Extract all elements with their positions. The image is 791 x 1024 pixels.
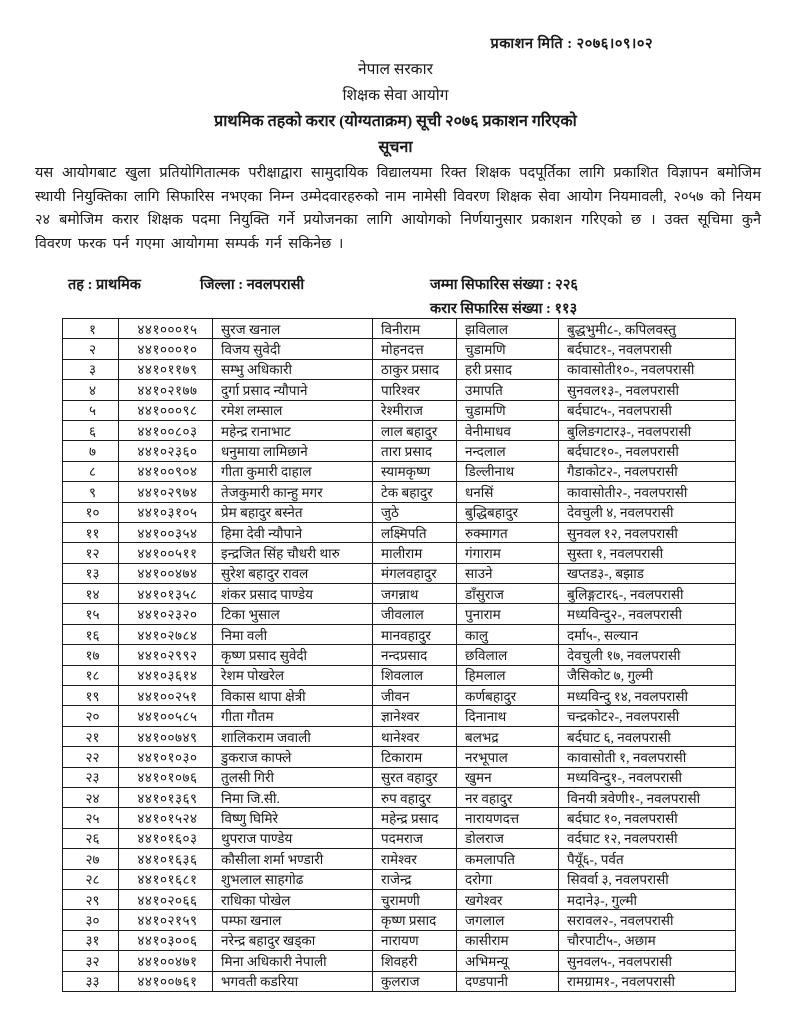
cell-father: मानवहादुर [373,624,457,644]
cell-roll: ४४१००७६१ [119,971,213,991]
cell-name: रमेश लम्साल [213,400,373,420]
cell-sn: ९ [63,482,119,502]
cell-roll: ४४१००२५१ [119,686,213,706]
cell-name: शालिकराम जवाली [213,726,373,746]
cell-father: मोहनदत्त [373,339,457,359]
cell-grandfather: डिल्लीनाथ [457,461,559,481]
cell-father: महेन्द्र प्रसाद [373,808,457,828]
cell-address: चन्द्रकोट२-, नवलपरासी [559,706,736,726]
cell-grandfather: चुडामणि [457,400,559,420]
cell-address: कावासोती १, नवलपरासी [559,747,736,767]
cell-address: बुलिङ्गटार६-, नवलपरासी [559,584,736,604]
table-row [63,828,736,848]
cell-father: चुरामणी [373,889,457,909]
document-title: प्राथमिक तहको करार (योग्यताक्रम) सूची २०७६ प्रकाशन गरिएको [214,113,577,130]
cell-sn: २ [63,339,119,359]
cell-roll: ४४१०००१५ [119,319,213,339]
cell-father: लक्ष्मिपति [373,522,457,542]
cell-name: सुरज खनाल [213,319,373,339]
cell-name: निमा वली [213,624,373,644]
cell-name: राधिका पोखेल [213,889,373,909]
cell-sn: २२ [63,747,119,767]
cell-father: कृष्ण प्रसाद [373,910,457,930]
table-row [63,482,736,502]
cell-address: मदाने३-, गुल्मी [559,889,736,909]
cell-father: शिवलाल [373,665,457,685]
cell-sn: ३१ [63,930,119,950]
cell-name: रेशम पोखरेल [213,665,373,685]
table-row [63,461,736,481]
cell-roll: ४४१०१३६९ [119,787,213,807]
cell-grandfather: नारायणदत्त [457,808,559,828]
cell-address: बर्दघाट१-, नवलपरासी [559,339,736,359]
cell-sn: २५ [63,808,119,828]
table-row [63,808,736,828]
cell-address: जैसिकोट ७, गुल्मी [559,665,736,685]
cell-roll: ४४१०१३५८ [119,584,213,604]
table-row [63,441,736,461]
cell-grandfather: बुद्धिबहादुर [457,502,559,522]
table-row [63,380,736,400]
cell-name: विष्णु घिमिरे [213,808,373,828]
cell-father: टिकाराम [373,747,457,767]
cell-sn: ३० [63,910,119,930]
cell-grandfather: हिमलाल [457,665,559,685]
cell-address: मध्यविन्दु १४, नवलपरासी [559,686,736,706]
table-row [63,502,736,522]
cell-address: चौरपाटी५-, अछाम [559,930,736,950]
cell-name: मिना अधिकारी नेपाली [213,951,373,971]
cell-address: कावासोती१०-, नवलपरासी [559,359,736,379]
total-recommended-field: जम्मा सिफारिस संख्या : २२६ [430,277,578,293]
cell-sn: १० [63,502,119,522]
cell-name: धनुमाया लामिछाने [213,441,373,461]
cell-sn: १९ [63,686,119,706]
cell-grandfather: नरभूपाल [457,747,559,767]
cell-roll: ४४१०००१० [119,339,213,359]
cell-name: कृष्ण प्रसाद सुवेदी [213,645,373,665]
cell-father: थानेश्वर [373,726,457,746]
cell-roll: ४४१०३१०५ [119,502,213,522]
cell-sn: ६ [63,420,119,440]
cell-roll: ४४१००९०४ [119,461,213,481]
cell-sn: २७ [63,849,119,869]
cell-roll: ४४१०१०३० [119,747,213,767]
cell-name: थुपराज पाण्डेय [213,828,373,848]
table-row [63,767,736,787]
cell-grandfather: कर्णबहादुर [457,686,559,706]
cell-name: गीता कुमारी दाहाल [213,461,373,481]
candidates-table [62,318,736,992]
cell-address: मध्यविन्दु२-, नवलपरासी [559,604,736,624]
cell-grandfather: कालु [457,624,559,644]
cell-address: सुनवल १२, नवलपरासी [559,522,736,542]
cell-roll: ४४१०१५२४ [119,808,213,828]
cell-grandfather: खगेश्वर [457,889,559,909]
table-row [63,522,736,542]
cell-name: विकास थापा क्षेत्री [213,686,373,706]
cell-grandfather: धनसिं [457,482,559,502]
cell-sn: १२ [63,543,119,563]
table-row [63,951,736,971]
cell-address: रामग्राम१-, नवलपरासी [559,971,736,991]
table-row [63,543,736,563]
cell-name: महेन्द्र रानाभाट [213,420,373,440]
cell-father: जीवन [373,686,457,706]
cell-sn: २९ [63,889,119,909]
cell-roll: ४४१००८०३ [119,420,213,440]
table-row [63,849,736,869]
cell-roll: ४४१०१६८१ [119,869,213,889]
cell-father: ठाकुर प्रसाद [373,359,457,379]
cell-father: रामेश्वर [373,849,457,869]
cell-father: कुलराज [373,971,457,991]
cell-name: निमा जि.सी. [213,787,373,807]
candidates-table-body [63,319,736,992]
cell-father: टेक बहादुर [373,482,457,502]
cell-address: बर्दघाट ६, नवलपरासी [559,726,736,746]
cell-roll: ४४१०२१७७ [119,380,213,400]
cell-grandfather: नर वहादुर [457,787,559,807]
cell-grandfather: दण्डपानी [457,971,559,991]
cell-name: तुलसी गिरी [213,767,373,787]
cell-sn: १८ [63,665,119,685]
cell-roll: ४४१०३००६ [119,930,213,950]
table-row [63,910,736,930]
cell-address: सुनवल५-, नवलपरासी [559,951,736,971]
cell-grandfather: अभिमन्यू [457,951,559,971]
cell-name: सुरेश बहादुर रावल [213,563,373,583]
cell-roll: ४४१००५८५ [119,706,213,726]
cell-grandfather: रुक्मागत [457,522,559,542]
cell-address: बुलिङगटार३-, नवलपरासी [559,420,736,440]
cell-name: इन्द्रजित सिंह चौधरी थारु [213,543,373,563]
cell-father: जीवलाल [373,604,457,624]
cell-address: कावासोती२-, नवलपरासी [559,482,736,502]
cell-name: विजय सुवेदी [213,339,373,359]
cell-name: सम्भु अधिकारी [213,359,373,379]
cell-grandfather: झविलाल [457,319,559,339]
cell-grandfather: छविलाल [457,645,559,665]
cell-father: पारिश्वर [373,380,457,400]
table-row [63,563,736,583]
contract-recommended-field: करार सिफारिस संख्या : ११३ [430,301,578,317]
cell-sn: ३ [63,359,119,379]
cell-name: दुर्गा प्रसाद न्यौपाने [213,380,373,400]
cell-grandfather: साउने [457,563,559,583]
cell-name: शुभलाल साहगोढ [213,869,373,889]
table-row [63,339,736,359]
cell-sn: ५ [63,400,119,420]
cell-father: मंगलवहादुर [373,563,457,583]
cell-father: नन्दप्रसाद [373,645,457,665]
cell-sn: १६ [63,624,119,644]
cell-name: शंकर प्रसाद पाण्डेय [213,584,373,604]
cell-grandfather: हरी प्रसाद [457,359,559,379]
cell-address: सरावल२-, नवलपरासी [559,910,736,930]
cell-name: भगवती कडरिया [213,971,373,991]
cell-roll: ४४१०११७९ [119,359,213,379]
table-row [63,604,736,624]
cell-sn: २८ [63,869,119,889]
cell-address: वर्दघाट १२, नवलपरासी [559,828,736,848]
cell-roll: ४४१०२३६० [119,441,213,461]
cell-roll: ४४१०२०६६ [119,889,213,909]
cell-father: ज्ञानेश्वर [373,706,457,726]
table-row [63,420,736,440]
cell-sn: ८ [63,461,119,481]
cell-father: जुठे [373,502,457,522]
cell-address: देवचुली ४, नवलपरासी [559,502,736,522]
cell-sn: २४ [63,787,119,807]
table-row [63,869,736,889]
cell-roll: ४४१०२३२० [119,604,213,624]
cell-father: रेश्मीराज [373,400,457,420]
cell-roll: ४४१०३६१४ [119,665,213,685]
cell-sn: ११ [63,522,119,542]
cell-name: टिका भुसाल [213,604,373,624]
cell-address: देवचुली १७, नवलपरासी [559,645,736,665]
table-row [63,726,736,746]
cell-roll: ४४१०२९९२ [119,645,213,665]
cell-roll: ४४१०१६०३ [119,828,213,848]
level-field: तह : प्राथमिक [68,277,141,293]
cell-roll: ४४१०१०७६ [119,767,213,787]
table-row [63,319,736,339]
cell-address: सिवर्वा ३, नवलपरासी [559,869,736,889]
cell-sn: ४ [63,380,119,400]
cell-grandfather: जगलाल [457,910,559,930]
cell-address: बुद्धभुमी८-, कपिलवस्तु [559,319,736,339]
cell-address: मध्यविन्दु१-, नवलपरासी [559,767,736,787]
cell-father: शिवहरी [373,951,457,971]
government-heading: नेपाल सरकार [358,61,433,78]
notice-paragraph: यस आयोगबाट खुला प्रतियोगितात्मक परीक्षाद्वारा सामुदायिक विद्यालयमा रिक्त शिक्षक पदपूर्तिका लागि प्रकाशित विज्ञापन बमोजिम स्थायी नियुक्तिका लागि सिफारिस नभएका निम्न उम्मेदवारहरुको नाम नामेसी विवरण शिक्षक सेवा आयोग नियमावली, २०५७ को नियम २४ बमोजिम करार शिक्षक पदमा नियुक्ति गर्ने प्रयोजनका लागि आयोगको निर्णयानुसार प्रकाशन गरिएको छ । उक्त सूचिमा कुनै विवरण फरक पर्न गएमा आयोगमा सम्पर्क गर्न सकिनेछ । [35,165,761,252]
cell-name: हिमा देवी न्यौपाने [213,522,373,542]
cell-address: दर्मा५-, सल्यान [559,624,736,644]
cell-grandfather: बलभद्र [457,726,559,746]
cell-roll: ४४१०२९७४ [119,482,213,502]
commission-heading: शिक्षक सेवा आयोग [342,87,449,104]
cell-roll: ४४१००७४९ [119,726,213,746]
cell-grandfather: खुमन [457,767,559,787]
cell-father: जगन्नाथ [373,584,457,604]
cell-grandfather: कासीराम [457,930,559,950]
cell-name: पम्फा खनाल [213,910,373,930]
table-row [63,665,736,685]
district-field: जिल्ला : नवलपरासी [200,277,305,293]
cell-father: सुरत वहादुर [373,767,457,787]
table-row [63,645,736,665]
cell-grandfather: चुडामणि [457,339,559,359]
publication-date: प्रकाशन मिति : २०७६।०९।०२ [490,36,653,52]
cell-address: पैयूँ६-, पर्वत [559,849,736,869]
table-row [63,889,736,909]
cell-grandfather: नन्दलाल [457,441,559,461]
cell-father: रुप वहादुर [373,787,457,807]
cell-grandfather: कमलापति [457,849,559,869]
table-row [63,359,736,379]
cell-name: डुकराज काफ्ले [213,747,373,767]
cell-address: सुनवल१३-, नवलपरासी [559,380,736,400]
cell-roll: ४४१००५११ [119,543,213,563]
cell-sn: ७ [63,441,119,461]
cell-address: बर्दघाट १०, नवलपरासी [559,808,736,828]
cell-sn: १७ [63,645,119,665]
cell-sn: १ [63,319,119,339]
cell-roll: ४४१००३५४ [119,522,213,542]
cell-grandfather: वेनीमाधव [457,420,559,440]
cell-father: स्यामकृष्ण [373,461,457,481]
cell-sn: १४ [63,584,119,604]
cell-grandfather: डाँसुराज [457,584,559,604]
cell-name: तेजकुमारी कान्हु मगर [213,482,373,502]
cell-sn: १५ [63,604,119,624]
cell-sn: २० [63,706,119,726]
cell-name: कौसीला शर्मा भण्डारी [213,849,373,869]
cell-roll: ४४१०००९८ [119,400,213,420]
table-row [63,624,736,644]
cell-father: नारायण [373,930,457,950]
cell-sn: २१ [63,726,119,746]
cell-grandfather: दरोगा [457,869,559,889]
cell-address: बर्दघाट५-, नवलपरासी [559,400,736,420]
cell-address: बर्दघाट१०-, नवलपरासी [559,441,736,461]
cell-address: सुस्ता १, नवलपरासी [559,543,736,563]
cell-grandfather: गंगाराम [457,543,559,563]
cell-name: नरेन्द्र बहादुर खड्का [213,930,373,950]
cell-father: राजेन्द्र [373,869,457,889]
cell-father: विनीराम [373,319,457,339]
table-row [63,686,736,706]
cell-grandfather: डोलराज [457,828,559,848]
table-row [63,971,736,991]
table-row [63,787,736,807]
cell-roll: ४४१०२१५९ [119,910,213,930]
cell-father: लाल बहादुर [373,420,457,440]
cell-address: खप्तड३-, बझाड [559,563,736,583]
cell-roll: ४४१०१६३६ [119,849,213,869]
cell-sn: ३३ [63,971,119,991]
cell-roll: ४४१००४७४ [119,563,213,583]
cell-grandfather: पुनाराम [457,604,559,624]
cell-name: प्रेम बहादुर बस्नेत [213,502,373,522]
cell-sn: १३ [63,563,119,583]
table-row [63,930,736,950]
cell-sn: २६ [63,828,119,848]
table-row [63,706,736,726]
cell-address: विनयी त्रवेणी१-, नवलपरासी [559,787,736,807]
cell-roll: ४४१००४७१ [119,951,213,971]
cell-father: तारा प्रसाद [373,441,457,461]
cell-roll: ४४१०२७८४ [119,624,213,644]
table-row [63,584,736,604]
cell-father: पदमराज [373,828,457,848]
notice-heading: सूचना [378,139,413,156]
cell-grandfather: दिनानाथ [457,706,559,726]
cell-name: गीता गौतम [213,706,373,726]
table-row [63,747,736,767]
table-row [63,400,736,420]
cell-grandfather: उमापति [457,380,559,400]
cell-father: मालीराम [373,543,457,563]
cell-sn: २३ [63,767,119,787]
cell-sn: ३२ [63,951,119,971]
cell-address: गैडाकोट२-, नवलपरासी [559,461,736,481]
